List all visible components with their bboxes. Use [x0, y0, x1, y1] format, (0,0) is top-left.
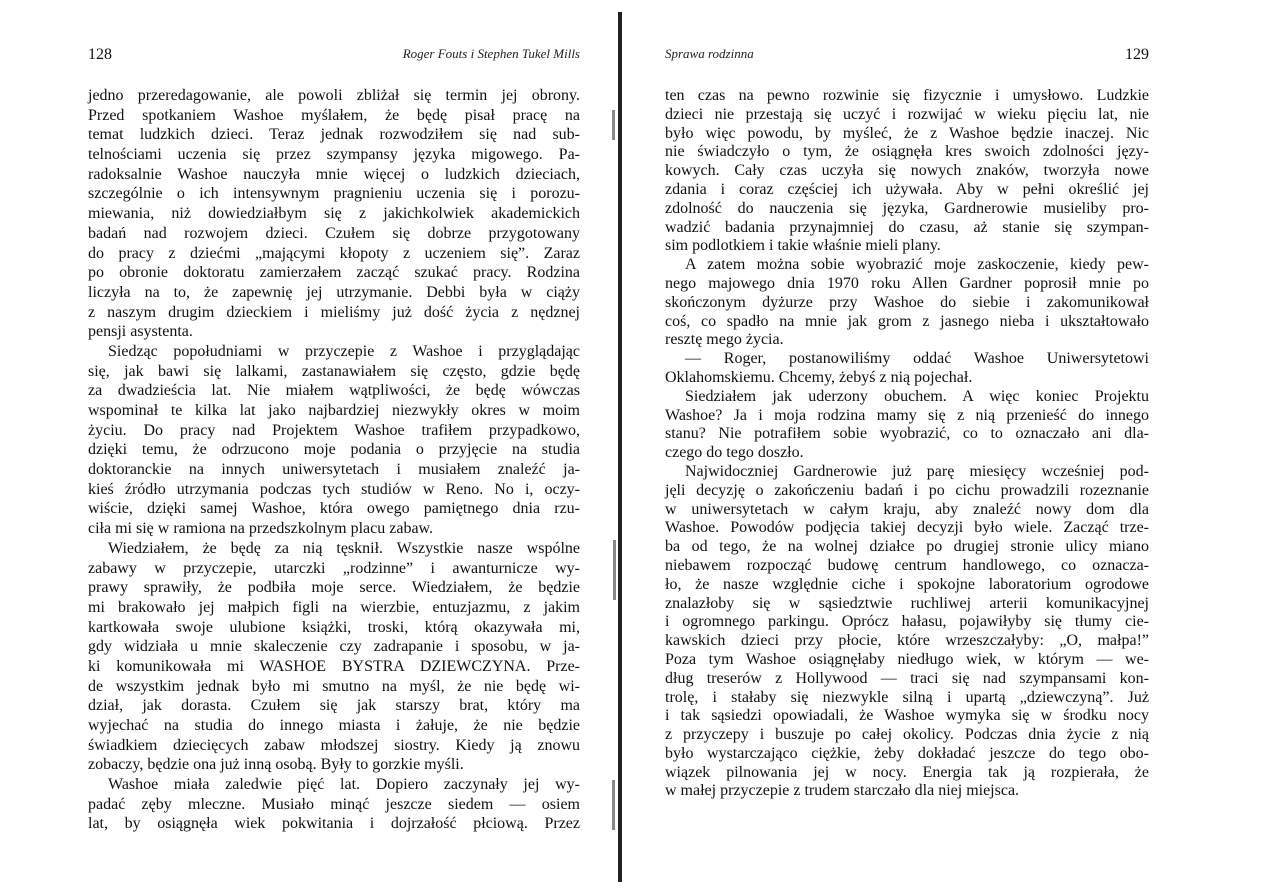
text-line: szczególnie o ich intensywnym pragnieniu uczenia się i porozu-	[88, 185, 580, 203]
text-line: ciła mi się w ramiona na przedszkolnym placu zabaw.	[88, 520, 434, 538]
running-head: Sprawa rodzinna	[665, 46, 754, 61]
text-line: prawy sprawiły, że podbiła moje serce. Wiedziałem, że będzie	[88, 579, 580, 597]
text-line: kartkowała swoje ulubione książki, troski, którą okazywała mi,	[88, 618, 580, 636]
text-line: Siedziałem jak uderzony obuchem. A więc koniec Projektu	[685, 387, 1149, 405]
text-line: Wiedziałem, że będę za nią tęsknił. Wszystkie nasze wspólne	[108, 539, 580, 557]
text-line: mi brakowało jej małpich figli na wierzbie, entuzjazmu, z jakim	[88, 598, 580, 616]
text-line: Washoe. Powodów podjęcia takiej decyzji było wiele. Zacząć trze-	[665, 519, 1149, 537]
text-line: jedno przeredagowanie, ale powoli zbliżał się termin jej obrony.	[88, 87, 580, 104]
text-line: za dwadzieścia lat. Nie miałem wątpliwości, że będę wówczas	[88, 382, 580, 400]
text-line: kawskich dzieci przy płocie, które wrzeszczałyby: „O, małpa!”	[665, 632, 1149, 650]
text-line: ki komunikowała mi WASHOE BYSTRA DZIEWCZYNA. Prze-	[88, 657, 580, 675]
text-line: kowych. Cały czas uczyła się nowych znaków, tworzyła nowe	[665, 162, 1149, 180]
text-line: ba od tego, że na wolnej działce po drugiej stronie ulicy miano	[665, 538, 1149, 556]
text-line: z naszym drugim dzieckiem i mieliśmy już dość życia z nędznej	[88, 303, 580, 321]
text-line: świadkiem dziecięcych zabaw młodszej siostry. Kiedy ją znowu	[88, 736, 580, 754]
text-line: wadzić badania przynajmniej do czasu, aż stanie się szympan-	[665, 218, 1149, 236]
text-line: Przed spotkaniem Washoe myślałem, że będę pisał pracę na	[88, 106, 580, 124]
text-line: kieś źródło utrzymania podczas tych studiów w Reno. No i, oczy-	[88, 480, 580, 498]
text-line: po obronie doktoratu zamierzałem zacząć szukać pracy. Rodzina	[88, 264, 580, 282]
text-line: — Roger, postanowiliśmy oddać Washoe Uniwersytetowi	[685, 350, 1149, 368]
text-line: sim podlotkiem i takie właśnie mieli plany.	[665, 237, 941, 255]
text-line: zdania i coraz częściej ich używała. Aby w pełni określić jej	[665, 180, 1149, 198]
text-line: było wystarczająco ciężkie, żeby dokładać jeszcze do tego obo-	[665, 744, 1149, 762]
page-number: 129	[1125, 46, 1149, 63]
text-line: Washoe? Ja i moja rodzina mamy się z nią przenieść do innego	[665, 406, 1149, 424]
running-head: Roger Fouts i Stephen Tukel Mills	[402, 46, 580, 61]
text-line: badań nad rozwojem dzieci. Czułem się dobrze przygotowany	[88, 224, 580, 242]
text-line: dzieci nie przestają się uczyć i rozwijać w wieku pięciu lat, nie	[665, 105, 1149, 123]
text-line: zdolność do nauczenia się języka, Gardnerowie musieliby pro-	[665, 199, 1149, 217]
text-line: temat ludzkich dzieci. Teraz jednak rozwodziłem się nad sub-	[88, 126, 580, 144]
text-line: Washoe miała zaledwie pięć lat. Dopiero zaczynały jej wy-	[108, 776, 580, 794]
text-line: nie świadczyło o tym, że osiągnęła kres swoich zdolności języ-	[665, 143, 1149, 161]
text-line: miewania, niż dowiedziałbym się z jakichkolwiek akademickich	[88, 205, 580, 223]
text-line: nego majowego dnia 1970 roku Allen Gardner poprosił mnie po	[665, 274, 1149, 292]
text-line: jęli decyzję o zakończeniu badań i po cichu prowadzili rozeznanie	[665, 481, 1149, 499]
text-line: zabawy w przyczepie, utarczki „rodzinne” i awanturnicze wy-	[88, 559, 580, 577]
text-line: czego do tego doszło.	[665, 444, 804, 462]
text-line: gdy widziała u mnie skaleczenie czy zadrapanie i sposobu, w ja-	[88, 638, 580, 656]
text-line: i ogromnego parkingu. Oprócz hałasu, pojawiłyby się tłumy cie-	[665, 613, 1149, 631]
text-line: wyjechać na studia do innego miasta i żałuje, że nie będzie	[88, 717, 580, 734]
page-number: 128	[88, 46, 112, 63]
text-line: padać zęby mleczne. Musiało minąć jeszcze siedem — osiem	[88, 795, 580, 813]
text-line: dział, jak dorasta. Czułem się jak starszy brat, który ma	[88, 697, 580, 715]
text-line: z przyczepy i buszuje po całej okolicy. Podczas dnia życie z nią	[665, 726, 1149, 744]
text-line: telnościami uczenia się przez szympansy języka migowego. Pa-	[88, 146, 580, 164]
text-line: ło, że nasze względnie ciche i spokojne laboratorium ogrodowe	[665, 575, 1149, 593]
text-line: i tak sąsiedzi opowiadali, że Washoe wymyka się w środku nocy	[665, 707, 1149, 725]
text-line: lat, by osiągnęła wiek pokwitania i dojrzałość płciową. Przez	[88, 815, 580, 833]
text-line: Najwidoczniej Gardnerowie już parę miesięcy wcześniej pod-	[685, 462, 1149, 480]
text-line: Poza tym Washoe osiągnęłaby niedługo wiek, w którym — we-	[665, 650, 1149, 668]
text-line: skończonym dyżurze przy Washoe do siebie i zakomunikował	[665, 293, 1149, 311]
scan-speck	[612, 780, 615, 830]
text-line: de wszystkim jednak było mi smutno na myśl, że nie będę wi-	[88, 677, 580, 695]
text-line: ten czas na pewno rozwinie się fizycznie i umysłowo. Ludzkie	[665, 87, 1149, 104]
text-line: A zatem można sobie wyobrazić moje zaskoczenie, kiedy pew-	[685, 256, 1149, 274]
text-line: radoksalnie Washoe nauczyła mnie więcej o ludzkich dzieciach,	[88, 165, 580, 183]
text-line: pensji asystenta.	[88, 323, 193, 341]
text-line: stanu? Nie potrafiłem sobie wyobrazić, co to oznaczało ani dla-	[665, 425, 1149, 443]
text-line: zobaczy, będzie ona już inną osobą. Były to gorzkie myśli.	[88, 756, 464, 774]
text-line: się, jak bawi się lalkami, zastanawiałem się często, gdzie będę	[88, 362, 580, 380]
page-body	[88, 86, 580, 834]
text-line: dług treserów z Hollywood — traci się nad szympansami kon-	[665, 669, 1149, 687]
text-line: dzięki temu, że odrzucono moje podania o przyjęcie na studia	[88, 441, 580, 459]
text-line: było więc powodu, by myśleć, że z Washoe będzie inaczej. Nic	[665, 124, 1149, 142]
text-line: w uniwersytetach w całym kraju, aby znaleźć nowy dom dla	[665, 500, 1149, 518]
text-line: niebawem rozpocząć budowę centrum handlowego, co oznacza-	[665, 556, 1149, 574]
text-line: wspominał te kilka lat jako najbardziej niezwykły okres w moim	[88, 402, 580, 419]
text-line: do pracy z dziećmi „mającymi kłopoty z uczeniem się”. Zaraz	[88, 244, 580, 262]
text-line: coś, co spadło na mnie jak grom z jasnego nieba i ukształtowało	[665, 312, 1149, 330]
page-body	[665, 86, 1149, 800]
text-line: liczyła na to, że zapewnię jej utrzymanie. Debbi była w ciąży	[88, 283, 580, 301]
text-line: życiu. Do pracy nad Projektem Washoe trafiłem przypadkowo,	[88, 421, 580, 439]
text-line: Oklahomskiemu. Chcemy, żebyś z nią pojechał.	[665, 368, 973, 386]
text-line: resztę mego życia.	[665, 331, 784, 349]
text-line: Siedząc popołudniami w przyczepie z Washoe i przyglądając	[108, 342, 580, 360]
text-line: znalazłoby się w sąsiedztwie ruchliwej arterii komunikacyjnej	[665, 594, 1149, 612]
text-line: doktoranckie na innych uniwersytetach i musiałem znaleźć ja-	[88, 461, 580, 479]
scan-speck	[612, 110, 615, 140]
text-line: trolę, i stałaby się niezwykle silną i upartą „dziewczyną”. Już	[665, 688, 1149, 706]
scan-speck	[613, 540, 616, 600]
text-line: w małej przyczepie z trudem starczało dla niej miejsca.	[665, 782, 1020, 800]
text-line: wiązek pilnowania jej w nocy. Energia tak ją rozpierała, że	[665, 763, 1149, 781]
text-line: wiście, dzięki samej Washoe, która owego pamiętnego dnia rzu-	[88, 500, 580, 518]
book-gutter	[618, 12, 622, 882]
